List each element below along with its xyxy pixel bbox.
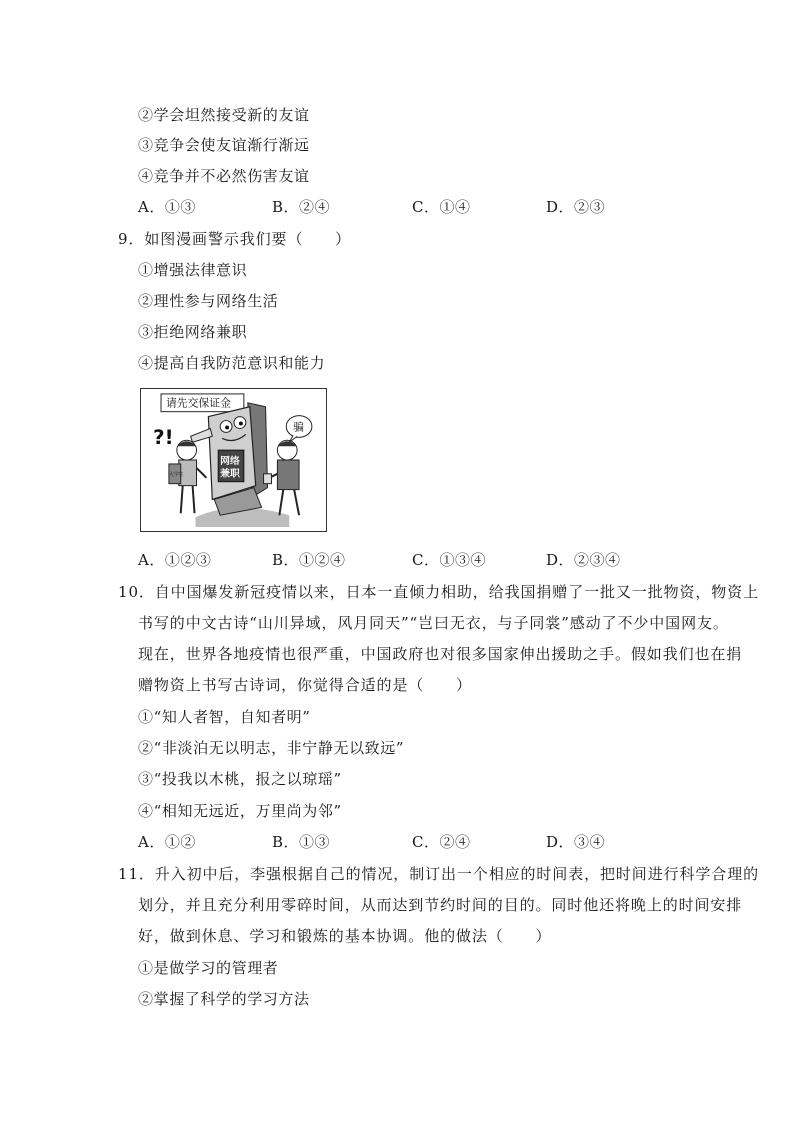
q11-stem-line-3: 好，做到休息、学习和锻炼的基本协调。他的做法（ ） bbox=[138, 927, 552, 945]
q10-choices bbox=[138, 831, 658, 851]
cartoon-bubble-text: 骗 bbox=[293, 420, 304, 434]
q9-choices bbox=[138, 549, 658, 569]
q9-option-1: ①增强法律意识 bbox=[138, 261, 248, 279]
q10-option-1: ①“知人者智，自知者明” bbox=[138, 708, 311, 726]
q8-option-3: ③竞争会使友谊渐行渐远 bbox=[138, 136, 310, 154]
q9-choice-c: C．①③④ bbox=[412, 551, 486, 569]
q11-stem-line-2: 划分，并且充分利用零碎时间，从而达到节约时间的目的。同时他还将晚上的时间安排 bbox=[138, 896, 743, 914]
q10-choice-a: A．①② bbox=[138, 833, 196, 851]
q8-choice-c: C．①④ bbox=[412, 198, 471, 216]
q10-choice-d: D．③④ bbox=[546, 833, 606, 851]
q10-option-2: ②“非淡泊无以明志，非宁静无以致远” bbox=[138, 739, 405, 757]
cartoon-screen-text-2: 兼职 bbox=[220, 468, 240, 480]
q9-choice-b: B．①②④ bbox=[272, 551, 346, 569]
q9-option-2: ②理性参与网络生活 bbox=[138, 292, 279, 310]
q10-stem-line-4: 赠物资上书写古诗词，你觉得合适的是（ ） bbox=[138, 676, 472, 694]
q10-choice-c: C．②④ bbox=[412, 833, 471, 851]
q8-option-2: ②学会坦然接受新的友谊 bbox=[138, 106, 310, 124]
q10-stem-line-1: 10．自中国爆发新冠疫情以来，日本一直倾力相助，给我国捐赠了一批又一批物资，物资上 bbox=[118, 583, 759, 601]
q10-stem-line-2: 书写的中文古诗“山川异域，风月同天”“岂曰无衣，与子同裳”感动了不少中国网友。 bbox=[138, 614, 729, 632]
q11-option-2: ②掌握了科学的学习方法 bbox=[138, 990, 310, 1008]
q8-choice-a: A．①③ bbox=[138, 198, 196, 216]
q8-choice-b: B．②④ bbox=[272, 198, 331, 216]
q10-option-4: ④“相知无远近，万里尚为邻” bbox=[138, 802, 342, 820]
q9-stem: 9．如图漫画警示我们要（ ） bbox=[118, 230, 352, 248]
cartoon-sign-text: 请先交保证金 bbox=[165, 396, 231, 410]
q8-choice-d: D．②③ bbox=[546, 198, 606, 216]
q8-option-4: ④竞争并不必然伤害友谊 bbox=[138, 167, 310, 185]
q10-choice-b: B．①③ bbox=[272, 833, 331, 851]
cartoon-screen-text-1: 网络 bbox=[220, 455, 240, 467]
q9-option-3: ③拒绝网络兼职 bbox=[138, 323, 248, 341]
q10-option-3: ③“投我以木桃，报之以琼瑶” bbox=[138, 770, 342, 788]
q11-stem-line-1: 11．升入初中后，李强根据自己的情况，制订出一个相应的时间表，把时间进行科学合理的 bbox=[118, 865, 759, 883]
q8-choices bbox=[138, 196, 658, 216]
q9-choice-a: A．①②③ bbox=[138, 551, 212, 569]
q10-stem-line-3: 现在，世界各地疫情也很严重，中国政府也对很多国家伸出援助之手。假如我们也在捐 bbox=[138, 645, 743, 663]
q9-choice-d: D．②③④ bbox=[546, 551, 621, 569]
q11-option-1: ①是做学习的管理者 bbox=[138, 959, 279, 977]
cartoon-question-marks: ?! bbox=[153, 426, 174, 450]
q9-option-4: ④提高自我防范意识和能力 bbox=[138, 354, 326, 372]
q9-cartoon bbox=[140, 388, 327, 532]
cartoon-student-tag: 大学生 bbox=[168, 471, 184, 478]
